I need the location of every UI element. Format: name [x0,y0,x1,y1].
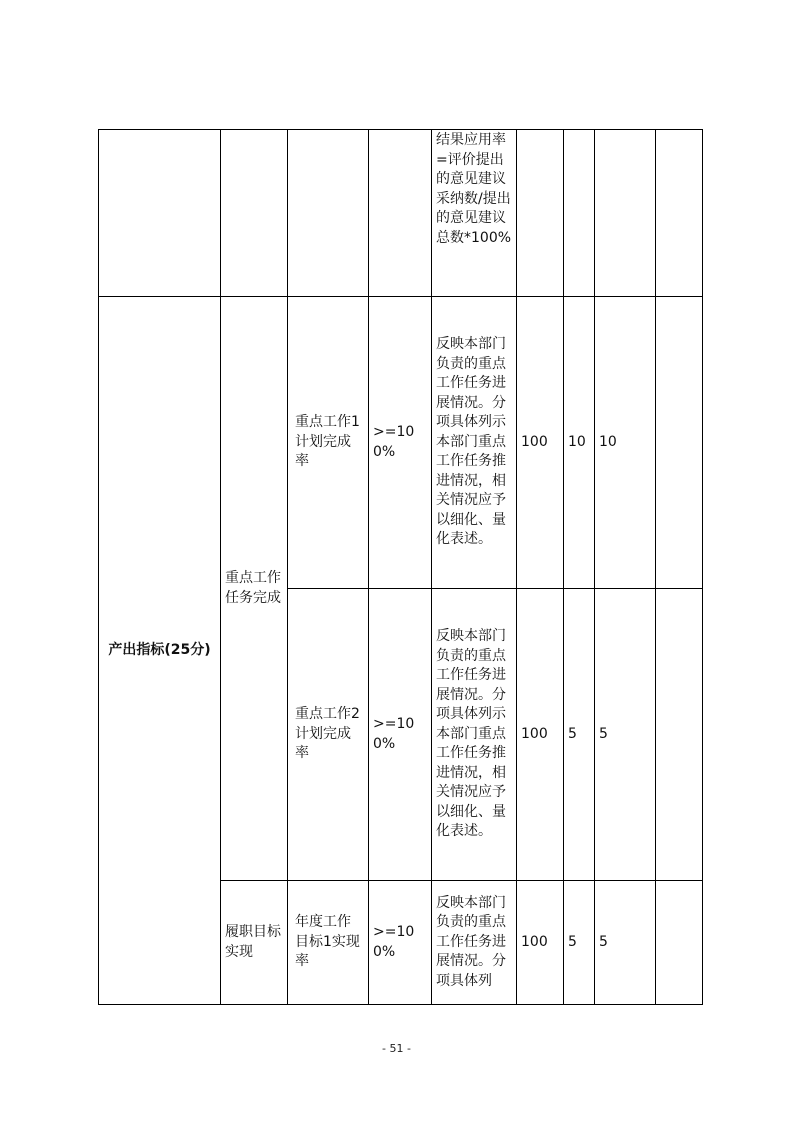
score-cell: 5 [595,589,656,881]
remark-cell [656,589,703,881]
weight-cell: 5 [564,881,595,1005]
weight-cell [564,130,595,297]
description-cell: 结果应用率=评价提出的意见建议采纳数/提出的意见建议总数*100% [432,130,517,297]
indicator-cell: 年度工作目标1实现率 [288,881,369,1005]
remark-cell [656,297,703,589]
score-cell [595,130,656,297]
target-cell: >=100% [369,297,432,589]
description-cell: 反映本部门负责的重点工作任务进展情况。分项具体列示本部门重点工作任务推进情况，相关情况应予以细化、量化表述。 [432,297,517,589]
category-cell [99,130,221,297]
weight-cell: 10 [564,297,595,589]
weight-cell: 5 [564,589,595,881]
indicator-cell [288,130,369,297]
sub-category-cell [221,130,288,297]
remark-cell [656,881,703,1005]
sub-category-cell: 重点工作任务完成 [221,297,288,881]
indicator-cell: 重点工作1计划完成率 [288,297,369,589]
value-cell: 100 [517,297,564,589]
score-cell: 10 [595,297,656,589]
table-row [99,297,703,589]
value-cell: 100 [517,589,564,881]
score-cell: 5 [595,881,656,1005]
value-cell: 100 [517,881,564,1005]
value-cell [517,130,564,297]
target-cell: >=100% [369,589,432,881]
sub-category-cell: 履职目标实现 [221,881,288,1005]
description-cell: 反映本部门负责的重点工作任务进展情况。分项具体列 [432,881,517,1005]
target-cell [369,130,432,297]
remark-cell [656,130,703,297]
indicator-cell: 重点工作2计划完成率 [288,589,369,881]
target-cell: >=100% [369,881,432,1005]
evaluation-table [98,129,703,1005]
table-row [99,130,703,297]
description-cell: 反映本部门负责的重点工作任务进展情况。分项具体列示本部门重点工作任务推进情况，相关情况应予以细化、量化表述。 [432,589,517,881]
page-number: - 51 - [382,1042,411,1055]
category-cell: 产出指标(25分) [99,297,221,1005]
